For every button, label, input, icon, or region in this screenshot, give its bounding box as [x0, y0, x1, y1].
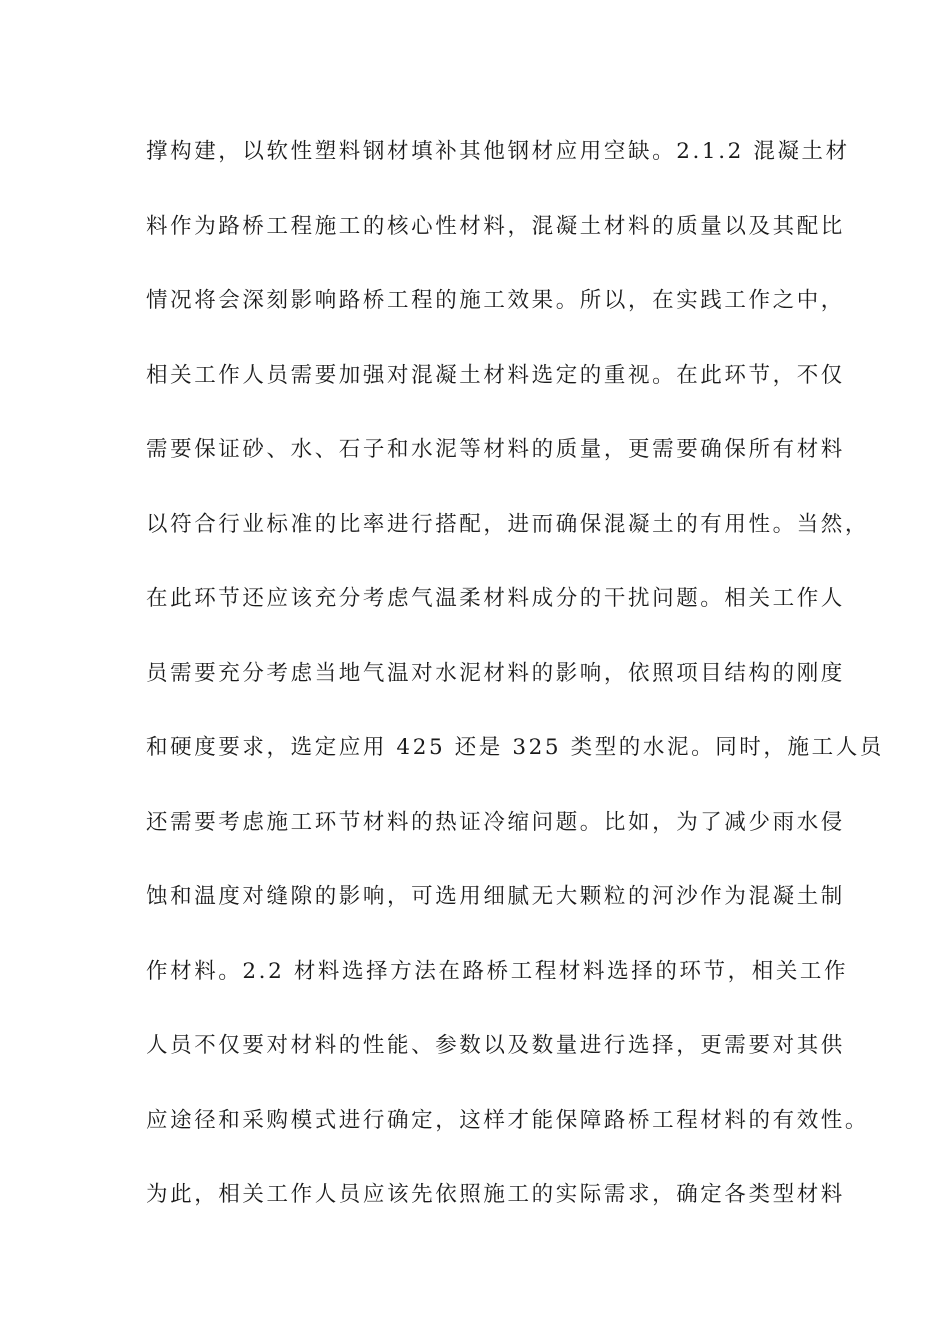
- text-line: 蚀和温度对缝隙的影响，可选用细腻无大颗粒的河沙作为混凝土制: [146, 884, 845, 909]
- text-line: 在此环节还应该充分考虑气温柔材料成分的干扰问题。相关工作人: [146, 586, 845, 611]
- text-line: 需要保证砂、水、石子和水泥等材料的质量，更需要确保所有材料: [146, 437, 845, 462]
- text-line: 情况将会深刻影响路桥工程的施工效果。所以，在实践工作之中，: [146, 288, 845, 313]
- text-line: 以符合行业标准的比率进行搭配，进而确保混凝土的有用性。当然，: [146, 511, 870, 537]
- text-line: 料作为路桥工程施工的核心性材料，混凝土材料的质量以及其配比: [146, 213, 845, 239]
- text-line: 为此，相关工作人员应该先依照施工的实际需求，确定各类型材料: [146, 1182, 845, 1207]
- text-line: 还需要考虑施工环节材料的热证冷缩问题。比如，为了减少雨水侵: [146, 809, 845, 835]
- text-line: 和硬度要求，选定应用 425 还是 325 类型的水泥。同时，施工人员: [146, 735, 884, 760]
- text-line: 相关工作人员需要加强对混凝土材料选定的重视。在此环节，不仅: [146, 362, 845, 388]
- text-line: 人员不仅要对材料的性能、参数以及数量进行选择，更需要对其供: [146, 1033, 845, 1058]
- body-text: [146, 130, 884, 1248]
- text-line: 应途径和采购模式进行确定，这样才能保障路桥工程材料的有效性。: [146, 1107, 870, 1133]
- text-line: 撑构建，以软性塑料钢材填补其他钢材应用空缺。2.1.2 混凝土材: [146, 139, 850, 164]
- text-line: 员需要充分考虑当地气温对水泥材料的影响，依照项目结构的刚度: [146, 660, 845, 686]
- text-line: 作材料。2.2 材料选择方法在路桥工程材料选择的环节，相关工作: [146, 958, 849, 984]
